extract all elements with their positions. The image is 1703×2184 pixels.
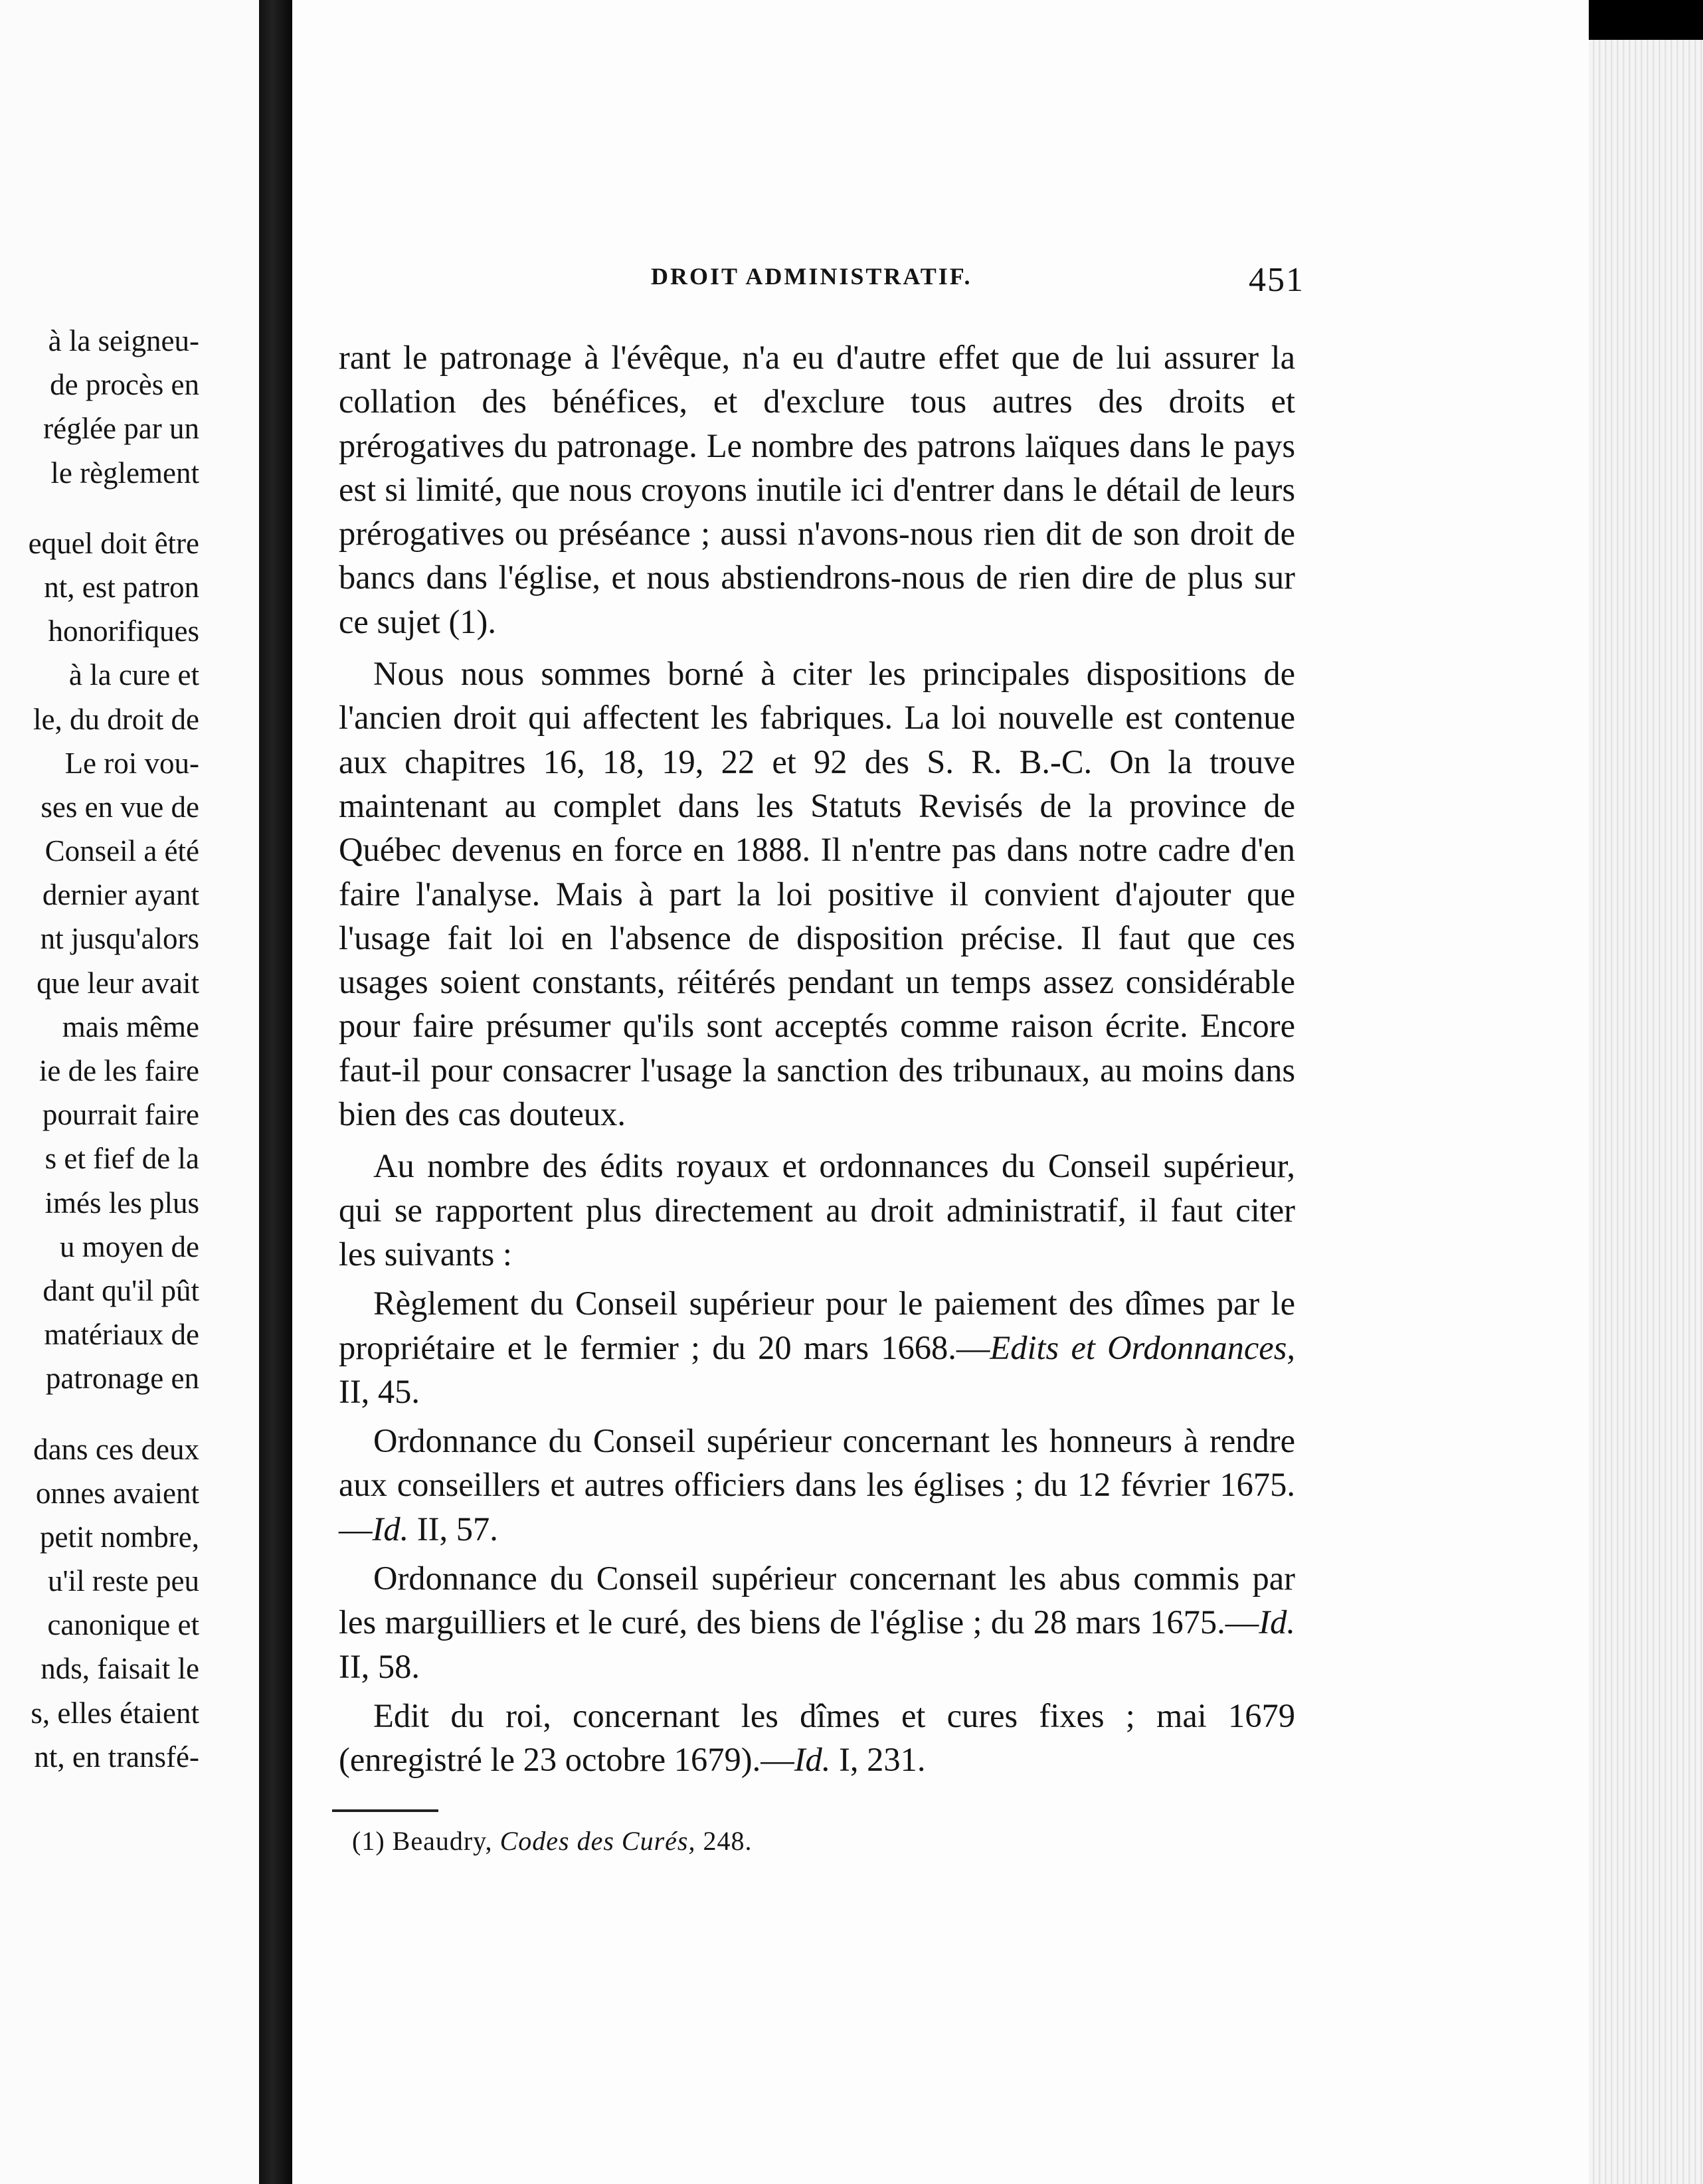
left-line: onnes avaient: [35, 1476, 199, 1510]
left-line: dernier ayant: [42, 878, 199, 912]
left-line: le règlement: [50, 456, 199, 490]
left-line: canonique et: [47, 1608, 199, 1642]
left-line: que leur avait: [37, 966, 199, 1000]
left-line: petit nombre,: [40, 1520, 199, 1554]
paragraph: Au nombre des édits royaux et ordonnances du Conseil supérieur, qui se rapportent plus directement au droit administratif, il faut citer les suivants :: [339, 1147, 1295, 1273]
left-line: le, du droit de: [33, 702, 199, 736]
book-gutter: [259, 0, 292, 2184]
left-line: u'il reste peu: [47, 1564, 199, 1598]
footnote: [352, 1825, 752, 1857]
left-line: imés les plus: [45, 1186, 199, 1220]
entry-tail: II, 57.: [408, 1510, 498, 1548]
left-line: nds, faisait le: [41, 1652, 199, 1686]
left-page: [0, 0, 259, 2184]
left-line: patronage en: [45, 1362, 199, 1396]
page-number: 451: [1249, 261, 1304, 299]
left-page-text: [0, 319, 199, 1779]
left-line: u moyen de: [60, 1229, 199, 1263]
entry-tail: II, 58.: [339, 1647, 420, 1685]
entry-tail: II, 45.: [339, 1372, 420, 1410]
entry-text: Règlement du Conseil supérieur pour le paiement des dîmes par le propriétaire et le fermier ; du 20 mars 1668.—: [339, 1285, 1295, 1366]
left-line: s et fief de la: [45, 1142, 199, 1176]
left-line: equel doit être: [28, 526, 199, 560]
left-line: de procès en: [50, 368, 199, 402]
left-line: ses en vue de: [41, 790, 199, 824]
footnote-page: 248.: [703, 1826, 753, 1856]
left-line: Conseil a été: [45, 834, 199, 868]
page-edges: [1589, 40, 1703, 2184]
left-line: matériaux de: [44, 1318, 199, 1352]
page-edge-shadow: [1589, 0, 1703, 40]
left-line: nt jusqu'alors: [40, 922, 199, 956]
citation-entry: [339, 1419, 1295, 1551]
left-line: nt, en transfé-: [34, 1740, 199, 1774]
left-line: nt, est patron: [44, 570, 199, 604]
entry-reference: Id.: [372, 1510, 409, 1548]
left-line: ie de les faire: [39, 1054, 199, 1087]
footnote-author: Beaudry,: [392, 1826, 493, 1856]
entry-reference: Id.: [1259, 1603, 1295, 1641]
paragraph: Nous nous sommes borné à citer les principales dispositions de l'ancien droit qui affectent les fabriques. La loi nouvelle est contenue aux chapitres 16, 18, 19, 22 et 92 des S. R. B.-C. On la trouve maintenant au complet dans les Statuts Revisés de la province de Québec devenus en force en 1888. Il n'entre pas dans notre cadre d'en faire l'analyse. Mais à part la loi positive il convient d'ajouter que l'usage fait loi en l'absence de disposition précise. Il faut que ces usages soient constants, réitérés pendant un temps assez considérable pour faire présumer qu'ils sont acceptés comme raison écrite. Encore faut-il pour consacrer l'usage la sanction des tribunaux, au moins dans bien des cas douteux.: [339, 655, 1295, 1133]
left-line: à la cure et: [68, 658, 199, 692]
entry-tail: I, 231.: [830, 1741, 926, 1779]
paragraph: rant le patronage à l'évêque, n'a eu d'autre effet que de lui assurer la collation des bénéfices, et d'exclure tous autres des droits et prérogatives du patronage. Le nombre des patrons laïques dans le pays est si limité, que nous croyons inutile ici d'entrer dans le détail de leurs prérogatives ou préséance ; aussi n'avons-nous rien dit de son droit de bancs dans l'église, et nous abstiendrons-nous de rien dire de plus sur ce sujet (1).: [339, 339, 1295, 640]
footnote-marker: (1): [352, 1826, 385, 1856]
main-text: [339, 335, 1295, 1782]
left-line: honorifiques: [48, 614, 199, 648]
left-line: dant qu'il pût: [43, 1273, 199, 1307]
left-line: mais même: [62, 1010, 199, 1044]
left-line: pourrait faire: [42, 1098, 199, 1132]
footnote-rule: [332, 1809, 438, 1812]
citation-entry: [339, 1556, 1295, 1688]
entry-text: Ordonnance du Conseil supérieur concernant les honneurs à rendre aux conseillers et autres officiers dans les églises ; du 12 février 1675.—: [339, 1422, 1295, 1548]
entry-reference: Id.: [794, 1741, 831, 1779]
left-line: dans ces deux: [33, 1432, 199, 1466]
entry-text: Edit du roi, concernant les dîmes et cures fixes ; mai 1679 (enregistré le 23 octobre 1679).—: [339, 1696, 1295, 1779]
left-line: s, elles étaient: [31, 1696, 199, 1730]
left-line: Le roi vou-: [64, 746, 199, 780]
running-head: DROIT ADMINISTRATIF.: [651, 263, 972, 290]
citation-entry: [339, 1281, 1295, 1413]
entry-reference: Edits et Ordonnances,: [990, 1328, 1295, 1366]
left-line: réglée par un: [43, 412, 199, 446]
citation-entry: [339, 1694, 1295, 1782]
footnote-title: Codes des Curés,: [499, 1826, 696, 1856]
entry-text: Ordonnance du Conseil supérieur concernant les abus commis par les marguilliers et le curé, des biens de l'église ; du 28 mars 1675.—: [339, 1560, 1295, 1641]
left-line: à la seigneu-: [48, 324, 199, 357]
